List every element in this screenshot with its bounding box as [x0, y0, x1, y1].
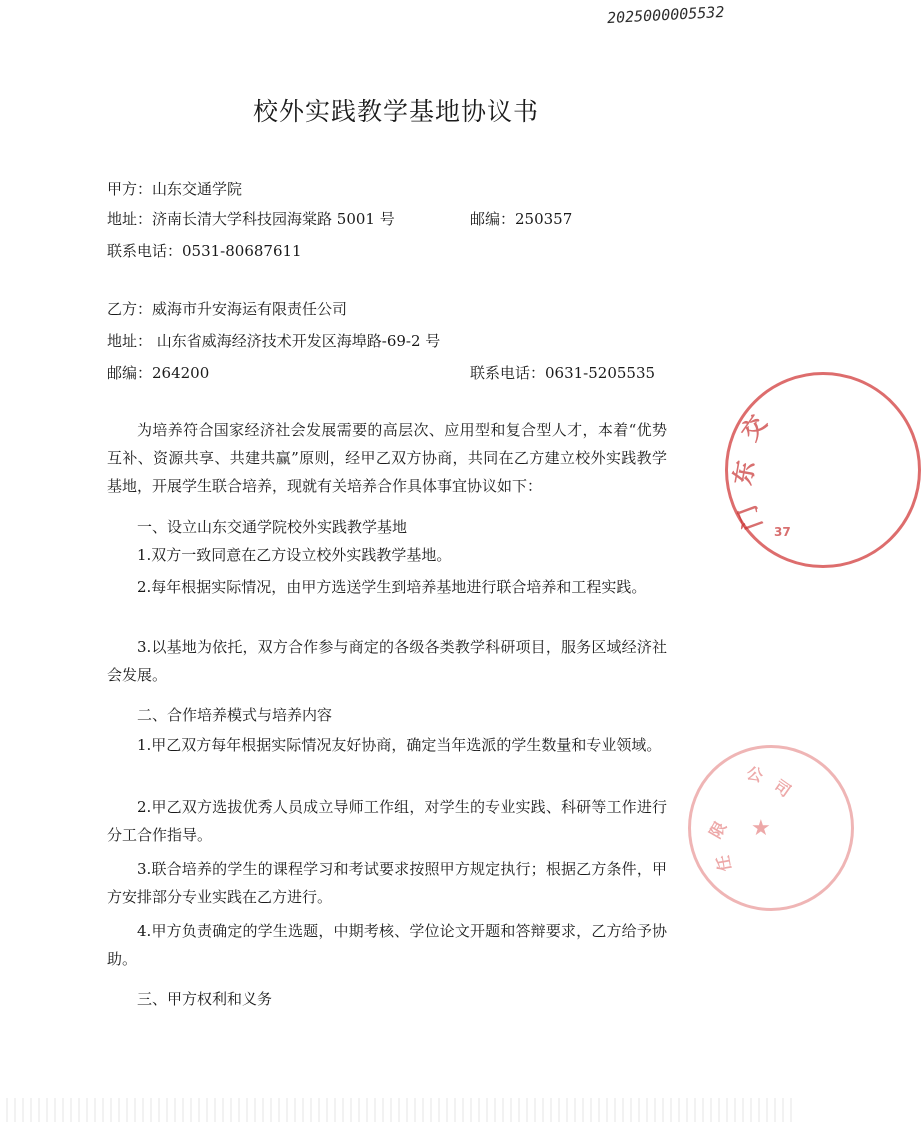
seal-char: 37 [774, 525, 791, 539]
seal-char: 交 [735, 410, 773, 446]
seal-char: 司 [770, 775, 795, 801]
company-seal-faint [688, 745, 854, 911]
section-1-item-2: 2.每年根据实际情况，由甲方选送学生到培养基地进行联合培养和工程实践。 [137, 578, 647, 596]
party-a-postcode: 邮编：250357 [470, 210, 573, 228]
section-1-item-1: 1.双方一致同意在乙方设立校外实践教学基地。 [137, 546, 452, 564]
seal-char: 任 [713, 853, 735, 873]
party-a-name: 甲方：山东交通学院 [107, 180, 243, 198]
seal-char: 东 [728, 458, 761, 488]
party-a-address: 地址：济南长清大学科技园海棠路 5001 号 [107, 210, 395, 228]
intro-paragraph: 为培养符合国家经济社会发展需要的高层次、应用型和复合型人才，本着“优势互补、资源共享、共建共赢”原则，经甲乙双方协商，共同在乙方建立校外实践教学基地，开展学生联合培养，现就有关培养合作具体事宜协议如下： [107, 421, 667, 495]
seal-char: 公 [744, 763, 765, 786]
party-b-postcode: 邮编：264200 [107, 364, 210, 382]
section-2-item-4: 4.甲方负责确定的学生选题，中期考核、学位论文开题和答辩要求，乙方给予协助。 [107, 922, 667, 968]
section-1-heading: 一、设立山东交通学院校外实践教学基地 [137, 518, 408, 536]
seal-char: 门 [733, 501, 768, 534]
document-number: 2025000005532 [606, 2, 725, 28]
section-2-item-1: 1.甲乙双方每年根据实际情况友好协商，确定当年选派的学生数量和专业领域。 [137, 736, 662, 754]
section-2-item-2: 2.甲乙双方选拔优秀人员成立导师工作组，对学生的专业实践、科研等工作进行分工合作指导。 [107, 798, 667, 844]
section-2-heading: 二、合作培养模式与培养内容 [137, 706, 333, 724]
seal-char: 限 [705, 818, 731, 842]
seal-star-icon: ★ [751, 816, 771, 841]
party-b-name: 乙方：威海市升安海运有限责任公司 [107, 300, 348, 318]
party-b-address: 地址： 山东省威海经济技术开发区海埠路-69-2 号 [107, 332, 441, 350]
scan-noise [0, 1098, 792, 1122]
section-2-item-3: 3.联合培养的学生的课程学习和考试要求按照甲方规定执行；根据乙方条件，甲方安排部分专业实践在乙方进行。 [107, 860, 667, 906]
party-b-phone: 联系电话：0631-5205535 [470, 364, 656, 382]
section-1-item-3: 3.以基地为依托，双方合作参与商定的各级各类教学科研项目，服务区域经济社会发展。 [107, 638, 667, 684]
section-3-heading: 三、甲方权利和义务 [137, 990, 273, 1008]
party-a-phone: 联系电话：0531-80687611 [107, 242, 302, 260]
official-seal-partial [725, 372, 921, 568]
document-title: 校外实践教学基地协议书 [252, 97, 539, 126]
